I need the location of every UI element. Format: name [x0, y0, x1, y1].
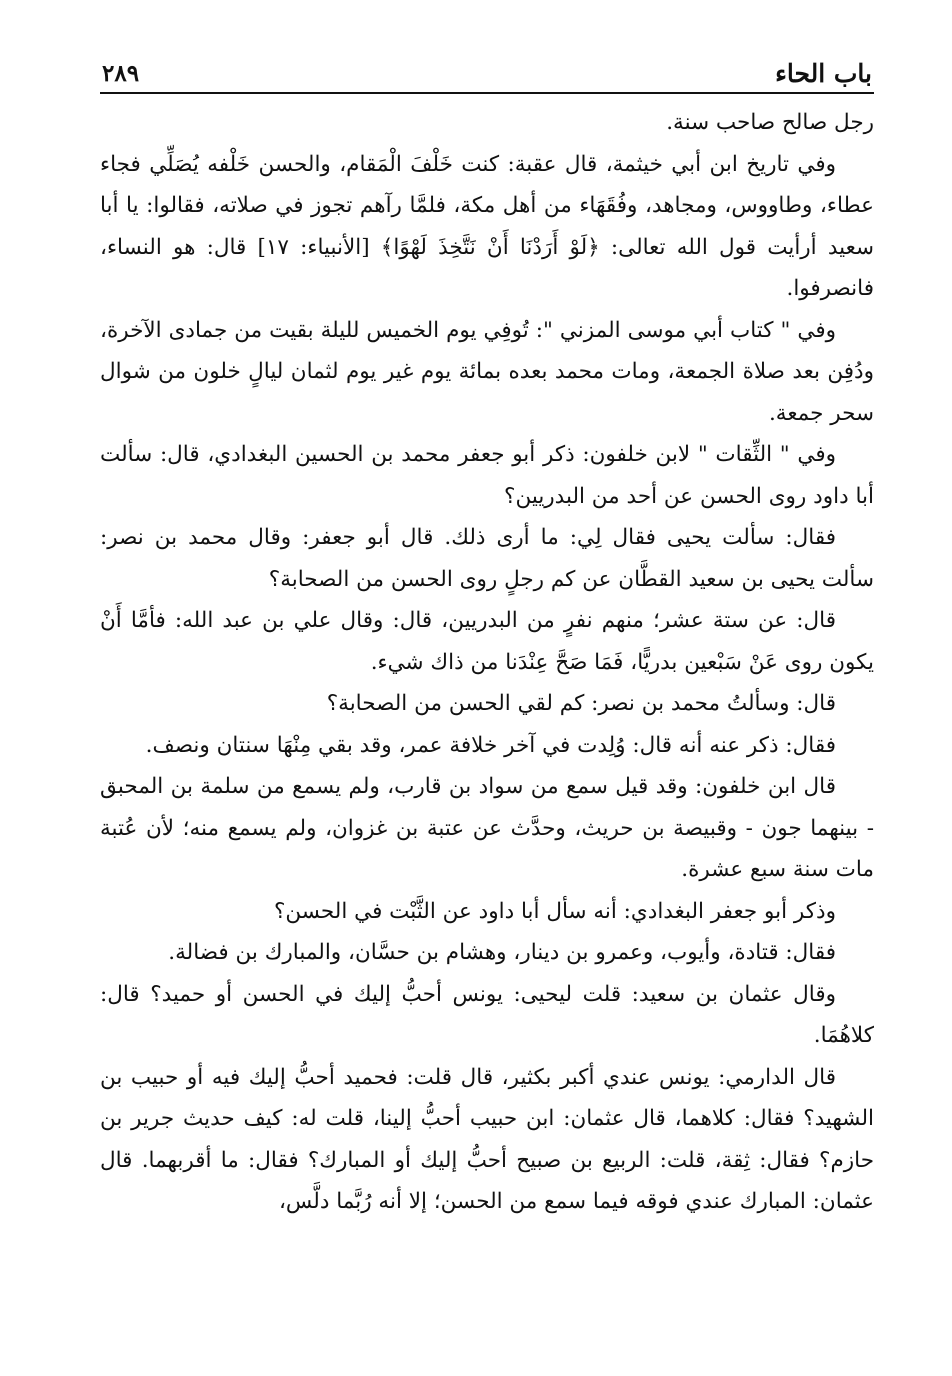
chapter-title: باب الحاء	[775, 59, 872, 88]
paragraph: وفي " كتاب أبي موسى المزني ": تُوفِي يوم الخميس لليلة بقيت من جمادى الآخرة، ودُفِن بعد صلاة الجمعة، ومات محمد بعده بمائة يوم غير يوم لثمان ليالٍ خلون من شوال سحر جمعة.	[100, 317, 874, 426]
paragraph: وذكر أبو جعفر البغدادي: أنه سأل أبا داود عن الثَّبْت في الحسن؟	[273, 898, 836, 924]
paragraph: قال: عن ستة عشر؛ منهم نفرٍ من البدريين، قال: وقال علي بن عبد الله: فأمَّا أَنْ يكون روى عَنْ سَبْعين بدريًّا، فَمَا صَحَّ عِنْدَنا من ذاك شيء.	[100, 608, 874, 675]
paragraph: وفي تاريخ ابن أبي خيثمة، قال عقبة: كنت خَلْفَ الْمَقام، والحسن خَلْفه يُصَلِّي فجاء عطاء، وطاووس، ومجاهد، وفُقَهَاء من أهل مكة، فلمَّا رآهم تجوز في صلاته، فقالوا: يا أبا سعيد أرأيت قول الله تعالى: ﴿لَوْ أَرَدْنَا أَنْ نَتَّخِذَ لَهْوًا﴾ [الأنبياء: ١٧] قال: هو النساء، فانصرفوا.	[100, 151, 874, 301]
paragraph: وفي " الثِّقات " لابن خلفون: ذكر أبو جعفر محمد بن الحسين البغدادي، قال: سألت أبا داود روى الحسن عن أحد من البدريين؟	[100, 442, 874, 509]
paragraph: قال ابن خلفون: وقد قيل سمع من سواد بن قارب، ولم يسمع من سلمة بن المحبق - بينهما جون - وقبيصة بن حريث، وحدَّث عن عتبة بن غزوان، ولم يسمع منه؛ لأن عُتبة مات سنة سبع عشرة.	[100, 774, 874, 882]
paragraph: قال الدارمي: يونس عندي أكبر بكثير، قال قلت: فحميد أحبُّ إليك فيه أو حبيب بن الشهيد؟ فقال: كلاهما، قال عثمان: ابن حبيب أحبُّ إلينا، قلت له: كيف حديث جرير بن حازم؟ فقال: ثِقة، قلت: الربيع بن صبيح أحبُّ إليك أو المبارك؟ فقال: ما أقربهما. قال عثمان: المبارك عندي فوقه فيما سمع من الحسن؛ إلا أنه رُبَّما دلَّس،	[100, 1064, 874, 1214]
paragraph: فقال: سألت يحيى فقال لِي: ما أرى ذلك. قال أبو جعفر: وقال محمد بن نصر: سألت يحيى بن سعيد القطَّان عن كم رجلٍ روى الحسن من الصحابة؟	[100, 525, 874, 592]
paragraph: قال: وسألتُ محمد بن نصر: كم لقي الحسن من الصحابة؟	[326, 691, 836, 716]
paragraph: فقال: ذكر عنه أنه قال: وُلِدت في آخر خلافة عمر، وقد بقي مِنْهَا سنتان ونصف.	[145, 732, 836, 758]
paragraph: فقال: قتادة، وأيوب، وعمرو بن دينار، وهشام بن حسَّان، والمبارك بن فضالة.	[168, 940, 836, 965]
page-header	[100, 52, 874, 94]
paragraph: رجل صالح صاحب سنة.	[666, 110, 874, 135]
paragraph: وقال عثمان بن سعيد: قلت ليحيى: يونس أحبُّ إليك في الحسن أو حميد؟ قال: كلاهُمَا.	[100, 981, 874, 1048]
page-number: ٢٨٩	[102, 60, 140, 87]
book-page	[100, 52, 874, 1352]
page-body	[100, 102, 874, 1223]
